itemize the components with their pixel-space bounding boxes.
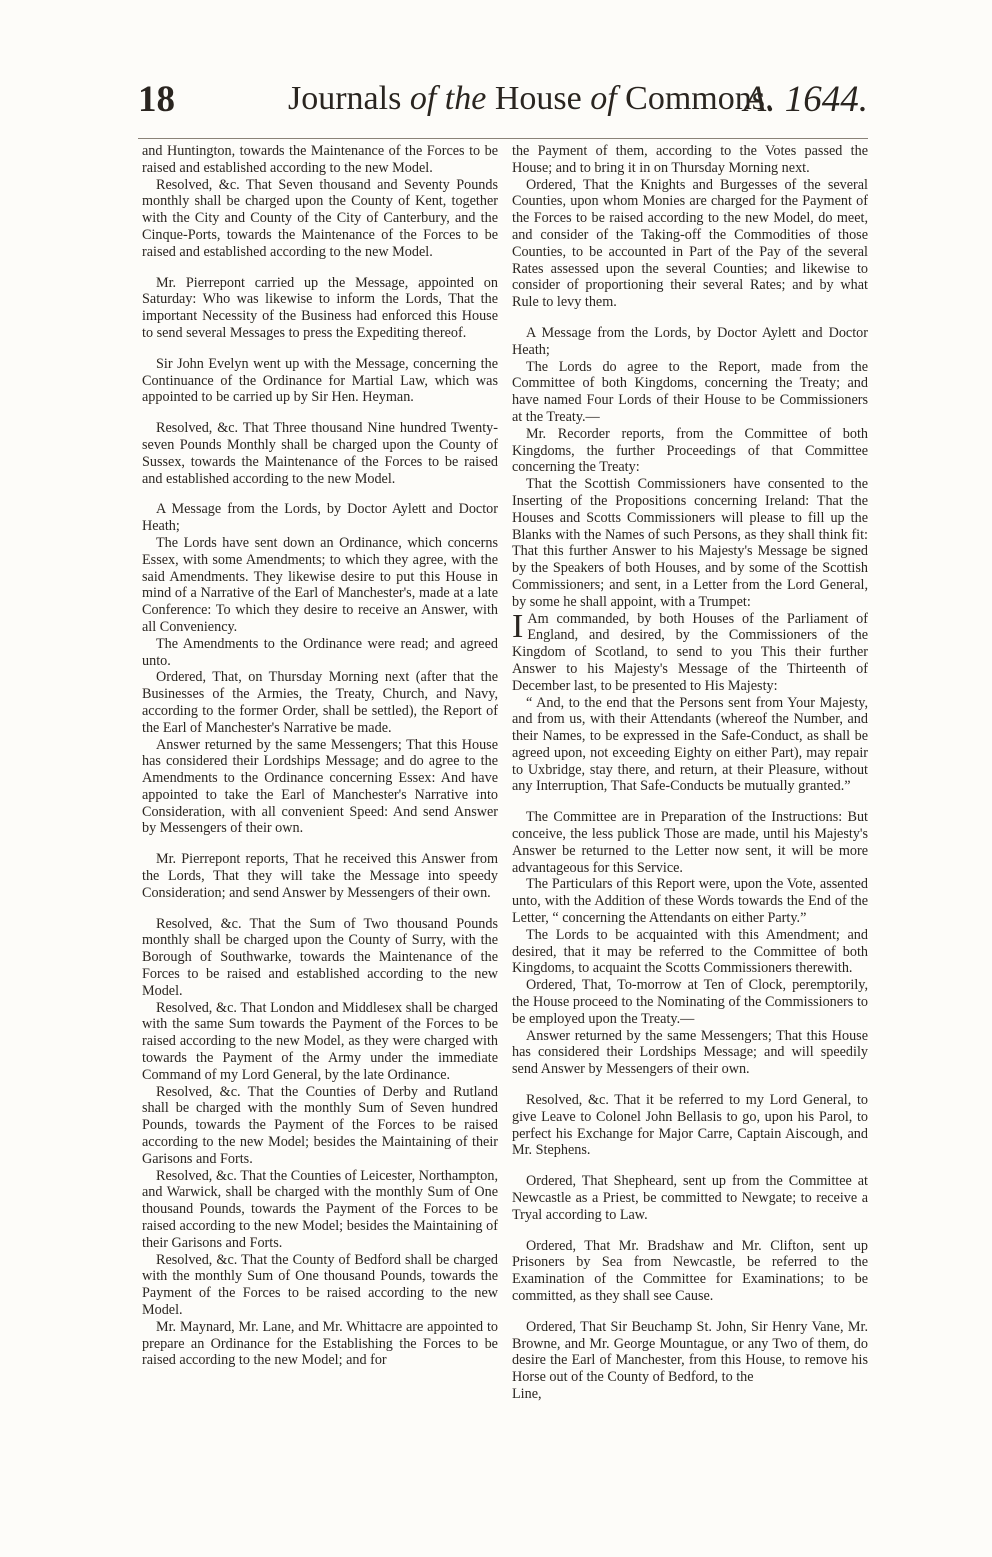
paragraph: [512, 809, 868, 876]
paragraph-text: Ordered, That, To-morrow at Ten of Clock, peremptorily, the House proceed to the Nominating of the Commissioners to be employed upon the Treaty.—: [512, 977, 868, 1027]
paragraph-text: Resolved, &c. That Seven thousand and Seventy Pounds monthly shall be charged upon the County of Kent, together with the City and County of the City of Canterbury, and the Cinque-Ports, towards the Maintenance of the Forces to be raised and established according to the new Model.: [142, 176, 498, 260]
paragraph-text: That the Scottish Commissioners have consented to the Inserting of the Propositions concerning Ireland: That the Houses and Scotts Commissioners will please to fill up the Blanks with the Names of such Persons, as they shall think fit: That this further Answer to his Majesty's Message be signed by the Speakers of both Houses, and by some of the Scottish Commissioners; and sent, in a Letter from the Lord General, by some he shall appoint, with a Trumpet:: [512, 476, 868, 610]
paragraph-text: Resolved, &c. That it be referred to my Lord General, to give Leave to Colonel John Bellasis to go, upon his Parol, to perfect his Exchange for Major Carre, Captain Aiscough, and Mr. Stephens.: [512, 1092, 868, 1159]
paragraph-text: Am commanded, by both Houses of the Parliament of England, and desired, by the Commissioners of the Kingdom of Scotland, to send to you This their further Answer to his Majesty's Message of the Thirteenth of December last, to be presented to His Majesty:: [512, 610, 868, 694]
paragraph: [512, 325, 868, 359]
paragraph-text: Resolved, &c. That the Sum of Two thousand Pounds monthly shall be charged upon the County of Surry, with the Borough of Southwarke, towards the Maintenance of the Forces to be raised and established according to the new Model.: [142, 915, 498, 999]
title-part-journals: Journals: [288, 80, 410, 117]
paragraph: [512, 426, 868, 476]
paragraph-text: Mr. Recorder reports, from the Committee of both Kingdoms, the further Proceedings of that Committee concerning the Treaty:: [512, 425, 868, 476]
paragraph: [512, 1028, 868, 1078]
paragraph: [512, 876, 868, 926]
paragraph-text: Line,: [512, 1385, 542, 1402]
paragraph: [512, 1238, 868, 1305]
paragraph-text: Ordered, That, on Thursday Morning next (after that the Businesses of the Armies, the Treaty, Church, and Navy, according to the former Order, shall be settled), the Report of the Earl of Manchester's Narrative be made.: [142, 669, 498, 736]
drop-cap: I: [512, 607, 524, 645]
paragraph: [142, 737, 498, 838]
paragraph: [142, 535, 498, 636]
paragraph: [142, 669, 498, 736]
paragraph-text: Mr. Pierrepont reports, That he received this Answer from the Lords, That they will take the Message into speedy Consideration; and send Answer by Messengers of their own.: [142, 851, 498, 901]
paragraph: [512, 177, 868, 311]
title-part-commons: Commons.: [625, 80, 774, 117]
left-column: [142, 143, 498, 1369]
title-part-of-the: of the: [409, 80, 495, 117]
paragraph: [512, 476, 868, 610]
page-header: [138, 78, 868, 138]
paragraph-text: Resolved, &c. That Three thousand Nine hundred Twenty-seven Pounds Monthly shall be charged upon the County of Sussex, towards the Maintenance of the Forces to be raised and established according to the new Model.: [142, 420, 498, 487]
paragraph-text: Resolved, &c. That the County of Bedford shall be charged with the monthly Sum of One thousand Pounds, towards the Payment of the Forces to be raised according to the new Model.: [142, 1251, 498, 1318]
paragraph-text: the Payment of them, according to the Votes passed the House; and to bring it in on Thursday Morning next.: [512, 143, 868, 176]
paragraph-text: Ordered, That Mr. Bradshaw and Mr. Clifton, sent up Prisoners by Sea from Newcastle, be referred to the Examination of the Committee for Examinations; to be committed, as they shall see Cause.: [512, 1237, 868, 1304]
paragraph-text: A Message from the Lords, by Doctor Aylett and Doctor Heath;: [142, 501, 498, 535]
paragraph: [512, 695, 868, 796]
paragraph: [142, 916, 498, 1000]
paragraph: [142, 356, 498, 406]
paragraph: [512, 359, 868, 426]
paragraph: [142, 636, 498, 670]
paragraph: [142, 1084, 498, 1168]
paragraph-text: Answer returned by the same Messengers; That this House has considered their Lordships Message; and will speedily send Answer by Messengers of their own.: [512, 1027, 868, 1078]
page-number: 18: [138, 79, 175, 120]
paragraph: [512, 607, 868, 695]
running-title: [288, 80, 773, 118]
paragraph: [512, 143, 868, 177]
paragraph-text: and Huntington, towards the Maintenance of the Forces to be raised and established according to the new Model.: [142, 143, 498, 176]
paragraph: [142, 275, 498, 342]
paragraph-text: Ordered, That Shepheard, sent up from the Committee at Newcastle as a Priest, be committed to Newgate; to receive a Tryal according to Law.: [512, 1173, 868, 1223]
paragraph: [142, 420, 498, 487]
right-column: [512, 143, 868, 1403]
paragraph: [142, 1168, 498, 1252]
paragraph-text: The Lords have sent down an Ordinance, which concerns Essex, with some Amendments; to which they agree, with the said Amendments. They likewise desire to put this House in mind of a Narrative of the Earl of Manchester's, made at a late Conference: To which they desire to receive an Answer, with all Conveniency.: [142, 534, 498, 635]
paragraph-text: Resolved, &c. That the Counties of Derby and Rutland shall be charged with the monthly Sum of Seven hundred Pounds, towards the Payment of the Forces to be raised according to the new Model; besides the Maintaining of their Garisons and Forts.: [142, 1083, 498, 1167]
paragraph-text: A Message from the Lords, by Doctor Aylett and Doctor Heath;: [512, 324, 868, 358]
paragraph-text: Resolved, &c. That London and Middlesex shall be charged with the same Sum towards the Payment of the Forces to be raised according to the new Model, as they were charged with towards the Payment of the Army under the immediate Command of my Lord General, by the late Ordinance.: [142, 999, 498, 1083]
paragraph: [512, 1319, 868, 1386]
paragraph-text: Resolved, &c. That the Counties of Leicester, Northampton, and Warwick, shall be charged with the monthly Sum of One thousand Pounds, towards the Payment of the Forces to be raised according to the new Model; besides the Maintaining of their Garisons and Forts.: [142, 1167, 498, 1251]
paragraph-text: Mr. Maynard, Mr. Lane, and Mr. Whittacre are appointed to prepare an Ordinance for the Establishing the Forces to be raised according to the new Model; and for: [142, 1318, 498, 1369]
paragraph: [512, 1092, 868, 1159]
page-year: A. 1644.: [743, 79, 868, 120]
paragraph: [512, 1173, 868, 1223]
paragraph: [142, 1252, 498, 1319]
paragraph: [512, 1386, 868, 1403]
paragraph-text: Mr. Pierrepont carried up the Message, appointed on Saturday: Who was likewise to inform the Lords, That the important Necessity of the Business had enforced this House to send several Messages to press the Expediting thereof.: [142, 274, 498, 341]
paragraph: [142, 143, 498, 177]
paragraph: [512, 927, 868, 977]
title-part-of: of: [590, 80, 626, 117]
paragraph-text: The Amendments to the Ordinance were read; and agreed unto.: [142, 635, 498, 669]
paragraph: [142, 501, 498, 535]
paragraph-text: Answer returned by the same Messengers; That this House has considered their Lordships Message; and do agree to the Amendments to the Ordinance concerning Essex: And have appointed to take the Earl of Manchester's Narrative into Consideration, with all convenient Speed: And send Answer by Messengers of their own.: [142, 736, 498, 837]
paragraph-text: The Lords to be acquainted with this Amendment; and desired, that it may be referred to the Committee of both Kingdoms, to acquaint the Scotts Commissioners therewith.: [512, 926, 868, 977]
paragraph-text: The Lords do agree to the Report, made from the Committee of both Kingdoms, concerning the Treaty; and have named Four Lords of their House to be Commissioners at the Treaty.—: [512, 358, 868, 425]
paragraph: [142, 1000, 498, 1084]
paragraph-text: The Particulars of this Report were, upon the Vote, assented unto, with the Addition of these Words towards the End of the Letter, “ concerning the Attendants on either Party.”: [512, 876, 868, 927]
title-part-house: House: [494, 80, 591, 117]
paragraph-text: Ordered, That the Knights and Burgesses of the several Counties, upon whom Monies are charged for the Payment of the Forces to be raised according to the new Model, do meet, and consider of the Taking-off the Commodities of those Counties, to be accounted in Part of the Pay of the several Rates assessed upon the several Counties; and likewise to consider of proportioning their several Rates; and by what Rule to levy them.: [512, 176, 868, 311]
paragraph: [142, 177, 498, 261]
paragraph-text: Ordered, That Sir Beuchamp St. John, Sir Henry Vane, Mr. Browne, and Mr. George Mountague, or any Two of them, do desire the Earl of Manchester, from this House, to remove his Horse out of the County of Bedford, to the: [512, 1318, 868, 1386]
paragraph-text: Sir John Evelyn went up with the Message, concerning the Continuance of the Ordinance for Martial Law, which was appointed to be carried up by Sir Hen. Heyman.: [142, 355, 498, 406]
paragraph-text: The Committee are in Preparation of the Instructions: But conceive, the less publick Those are made, until his Majesty's Answer be returned to the Letter now sent, it will be more advantageous for this Service.: [512, 809, 868, 876]
paragraph: [512, 977, 868, 1027]
paragraph: [142, 1319, 498, 1369]
header-rule: [138, 138, 868, 139]
paragraph-text: “ And, to the end that the Persons sent from Your Majesty, and from us, with their Attendants (whereof the Number, and their Names, to be expressed in the Safe-Conduct, as shall be agreed upon, not exceeding Eighty on either Part), may repair to Uxbridge, stay there, and return, at their Pleasure, without any Interruption, That Safe-Conducts be mutually granted.”: [512, 694, 868, 795]
paragraph: [142, 851, 498, 901]
